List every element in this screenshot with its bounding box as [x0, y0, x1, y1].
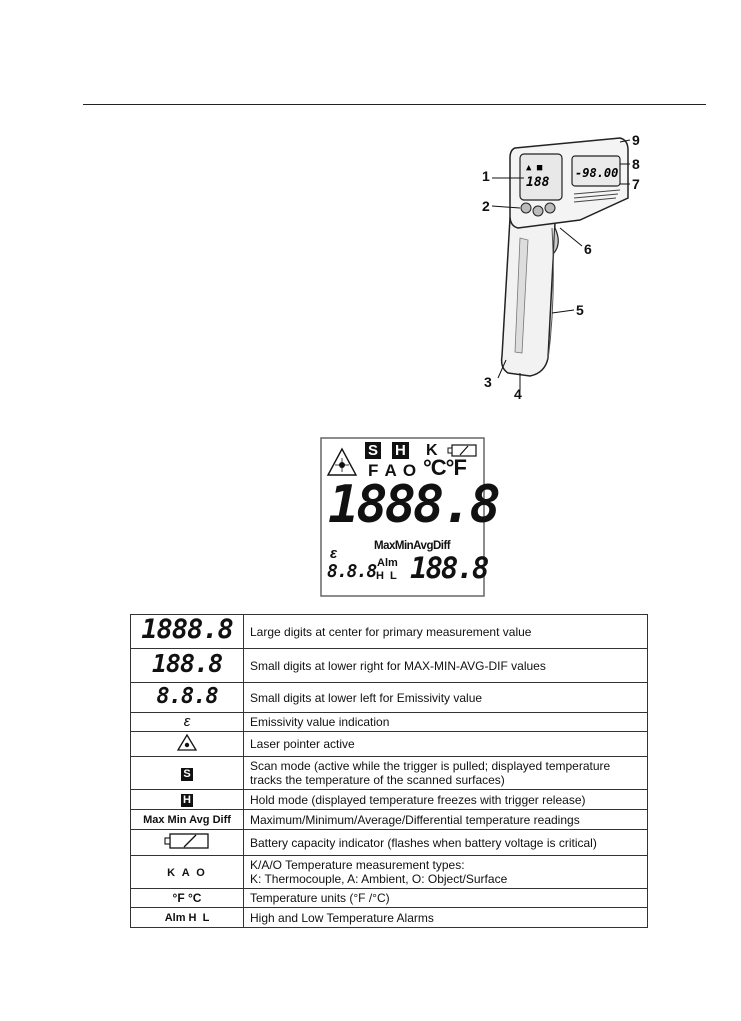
description-cell: Laser pointer active: [244, 732, 648, 757]
symbol-cell: [131, 615, 244, 649]
lcd-unit-symbols: °C°F: [423, 455, 466, 480]
lcd-left-digits: 8.8.8: [327, 561, 377, 582]
table-row: [131, 732, 648, 757]
lcd-main-digits: 1888.8: [328, 475, 498, 535]
kao-description-detail: K: Thermocouple, A: Ambient, O: Object/Surface: [250, 872, 508, 886]
table-row: [131, 790, 648, 810]
description-cell: [244, 856, 648, 889]
symbol-cell: [131, 713, 244, 732]
thermometer-device-figure: [470, 128, 650, 408]
epsilon-icon: ε: [330, 545, 338, 562]
symbol-cell: [131, 810, 244, 830]
header-rule: [83, 104, 706, 105]
lcd-stat-labels: MaxMinAvgDiff: [374, 540, 451, 552]
callout-1: 1: [482, 168, 490, 184]
description-cell: Small digits at lower left for Emissivity value: [244, 683, 648, 713]
lcd-scan-symbol: S: [365, 442, 381, 459]
lcd-hold-symbol: H: [392, 442, 409, 459]
lcd-right-digits: 188.8: [410, 551, 488, 585]
callout-4: 4: [514, 386, 522, 402]
laser-warning-icon: [177, 734, 197, 751]
symbol-cell: [131, 830, 244, 856]
table-row: [131, 830, 648, 856]
epsilon-icon: ε: [183, 713, 191, 730]
lcd-type-symbols: F A O: [368, 461, 418, 480]
lcd-k-symbol: K: [426, 442, 438, 459]
symbol-cell: [131, 889, 244, 908]
small-right-digits-symbol: 188.8: [151, 648, 223, 678]
callout-6: 6: [584, 241, 592, 257]
lcd-symbol-legend-table: [130, 614, 648, 928]
large-digits-symbol: 1888.8: [141, 613, 233, 645]
table-row: [131, 908, 648, 928]
kao-symbol: K A O: [167, 866, 207, 879]
side-readout: -98.00: [575, 166, 619, 180]
description-cell: High and Low Temperature Alarms: [244, 908, 648, 928]
max-min-avg-diff-symbol: Max Min Avg Diff: [143, 814, 231, 826]
callout-9: 9: [632, 132, 640, 148]
svg-text:▲ ■: ▲ ■: [526, 163, 543, 173]
callout-8: 8: [632, 156, 640, 172]
description-cell: Emissivity value indication: [244, 713, 648, 732]
callout-7: 7: [632, 176, 640, 192]
description-cell: Large digits at center for primary measurement value: [244, 615, 648, 649]
lcd-alm-label: Alm: [377, 557, 398, 569]
symbol-cell: [131, 790, 244, 810]
symbol-cell: [131, 683, 244, 713]
scan-mode-symbol: S: [183, 767, 191, 780]
description-cell: Maximum/Minimum/Average/Differential temperature readings: [244, 810, 648, 830]
table-row: [131, 649, 648, 683]
description-cell: Temperature units (°F /°C): [244, 889, 648, 908]
symbol-cell: [131, 908, 244, 928]
description-cell: Battery capacity indicator (flashes when battery voltage is critical): [244, 830, 648, 856]
callout-3: 3: [484, 374, 492, 390]
symbol-cell: [131, 757, 244, 790]
table-row: [131, 889, 648, 908]
symbol-cell: [131, 732, 244, 757]
symbol-cell: [131, 856, 244, 889]
table-row: [131, 757, 648, 790]
table-row: [131, 856, 648, 889]
description-cell: Scan mode (active while the trigger is pulled; displayed temperature tracks the temperature of the scanned surfaces): [244, 757, 648, 790]
table-row: [131, 615, 648, 649]
table-row: [131, 713, 648, 732]
battery-icon: [164, 832, 210, 850]
hold-mode-symbol: H: [183, 794, 191, 806]
lcd-display-figure: [320, 437, 498, 597]
callout-5: 5: [576, 302, 584, 318]
small-left-digits-symbol: 8.8.8: [156, 683, 218, 709]
svg-text:188: 188: [526, 175, 550, 190]
symbol-cell: [131, 649, 244, 683]
alarm-symbol: Alm H L: [164, 912, 210, 924]
callout-2: 2: [482, 198, 490, 214]
temperature-units-symbol: °F °C: [172, 891, 202, 905]
table-row: [131, 683, 648, 713]
table-row: [131, 810, 648, 830]
description-cell: Small digits at lower right for MAX-MIN-AVG-DIF values: [244, 649, 648, 683]
kao-description: K/A/O Temperature measurement types:: [250, 858, 465, 872]
thermometer-drawing: [470, 128, 650, 408]
lcd-hl-label: H L: [376, 570, 397, 582]
description-cell: Hold mode (displayed temperature freezes with trigger release): [244, 790, 648, 810]
